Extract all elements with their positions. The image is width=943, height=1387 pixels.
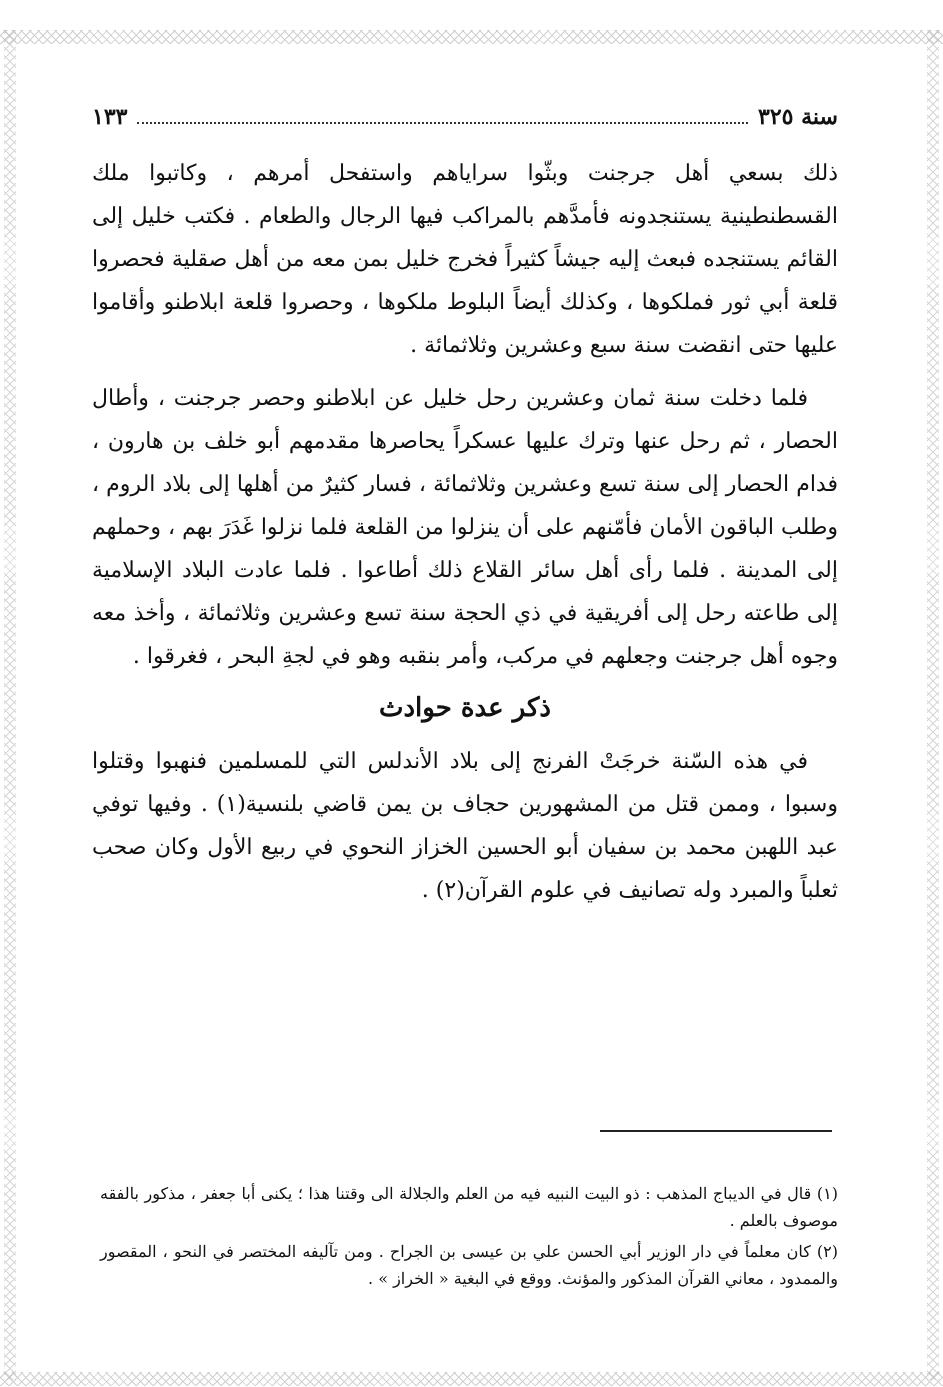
header-year-label: سنة ٣٢٥	[758, 104, 838, 130]
section-paragraph: في هذه السّنة خرجَتْ الفرنج إلى بلاد الأندلس التي للمسلمين فنهبوا وقتلوا وسبوا ، وممن قتل من المشهورين حجاف بن يمن قاضي بلنسية(١) . وفيها توفي عبد اللهبن محمد بن سفيان أبو الحسين الخزاز النحوي في ربيع الأول وكان صحب ثعلباً والمبرد وله تصانيف في علوم القرآن(٢) .	[92, 749, 838, 903]
header-dotted-leader	[137, 122, 748, 124]
decorative-border-right	[927, 30, 939, 1380]
main-text	[92, 152, 838, 912]
decorative-border-top	[0, 30, 943, 44]
decorative-border-bottom	[0, 1372, 943, 1386]
section-heading: ذكر عدة حوادث	[379, 693, 551, 723]
page-number: ١٣٣	[92, 104, 128, 130]
decorative-border-left	[4, 30, 16, 1380]
footnote-2: (٢) كان معلماً في دار الوزير أبي الحسن علي بن عيسى بن الجراح . ومن تآليفه المختصر في النحو ، المقصور والممدود ، معاني القرآن المذكور والمؤنث. ووقع في البغية « الخراز » .	[100, 1242, 838, 1288]
paragraph-2: فلما دخلت سنة ثمان وعشرين رحل خليل عن ابلاطنو وحصر جرجنت ، وأطال الحصار ، ثم رحل عنها وترك عليها عسكراً يحاصرها مقدمهم أبو خلف بن هارون ، فدام الحصار إلى سنة تسع وعشرين وثلاثمائة ، فسار كثيرٌ من أهلها إلى بلاد الروم ، وطلب الباقون الأمان فأمّنهم على أن ينزلوا من القلعة فلما نزلوا غَدَرَ بهم ، وحملهم إلى المدينة . فلما رأى أهل سائر القلاع ذلك أطاعوا . فلما عادت البلاد الإسلامية إلى طاعته رحل إلى أفريقية في ذي الحجة سنة تسع وعشرين وثلاثمائة ، وأخذ معه وجوه أهل جرجنت وجعلهم في مركب، وأمر بنقبه وهو في لجةِ البحر ، فغرقوا .	[92, 386, 838, 669]
paragraph-1: ذلك بسعي أهل جرجنت وبثّوا سراياهم واستفحل أمرهم ، وكاتبوا ملك القسطنطينية يستنجدونه فأمدَّهم بالمراكب فيها الرجال والطعام . فكتب خليل إلى القائم يستنجده فبعث إليه جيشاً كثيراً فخرج خليل بمن معه من أهل صقلية فحصروا قلعة أبي ثور فملكوها ، وكذلك أيضاً البلوط ملكوها ، وحصروا قلعة ابلاطنو وأقاموا عليها حتى انقضت سنة سبع وعشرين وثلاثمائة .	[92, 161, 839, 358]
running-header	[92, 100, 838, 134]
footnotes	[100, 1180, 838, 1296]
footnote-separator	[600, 1130, 832, 1132]
footnote-1: (١) قال في الديباج المذهب : ذو البيت النبيه فيه من العلم والجلالة الى وقتنا هذا ؛ يكنى أبا جعفر ، مذكور بالفقه موصوف بالعلم .	[100, 1184, 838, 1230]
